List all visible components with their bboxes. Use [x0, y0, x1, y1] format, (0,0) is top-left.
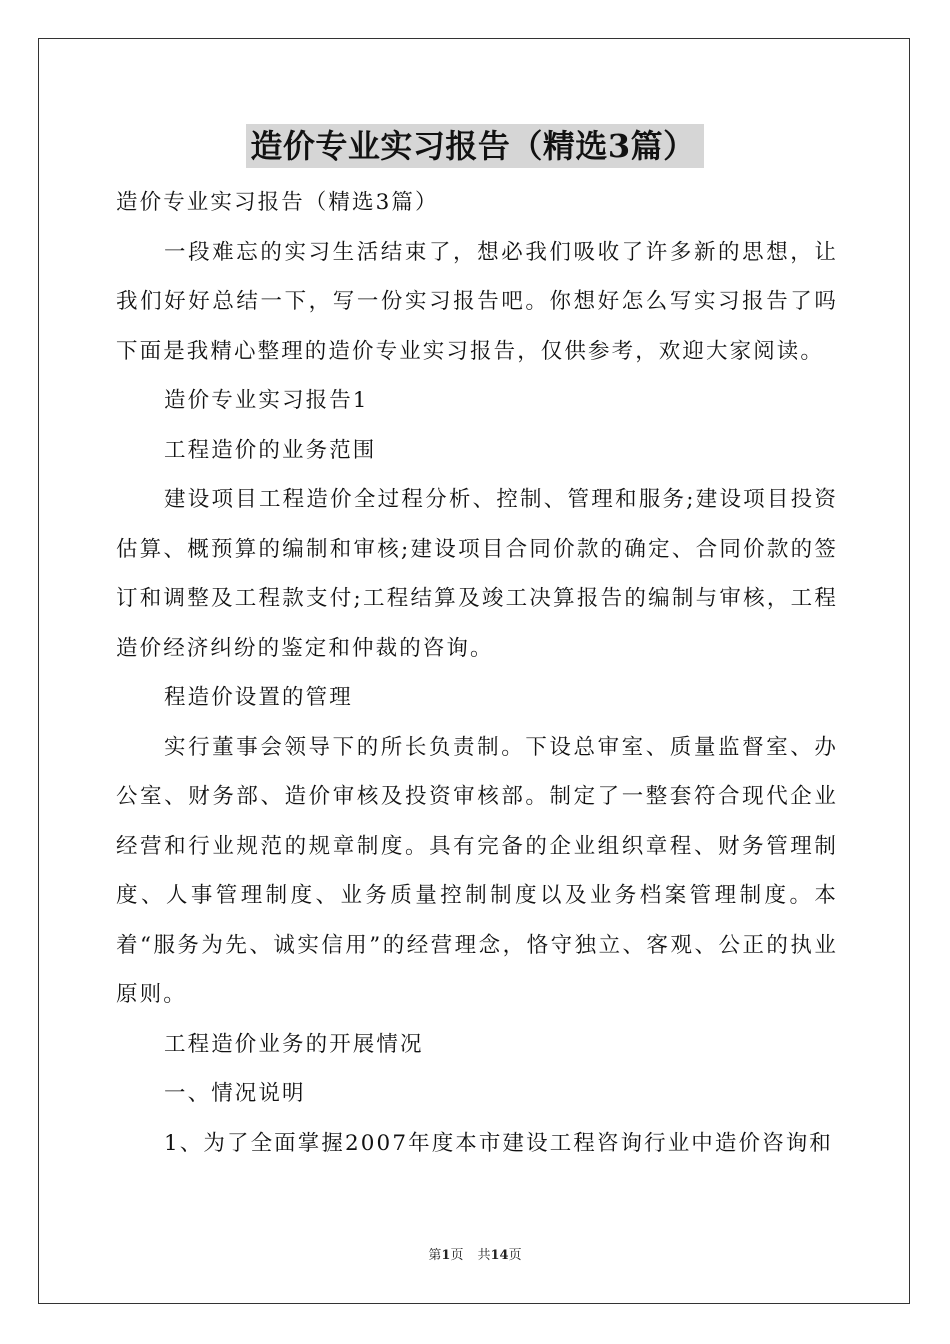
total-label-suffix: 页 — [508, 1248, 522, 1263]
section-heading: 工程造价的业务范围 — [164, 437, 377, 463]
page-footer — [0, 1247, 950, 1265]
paragraph: 造价专业实习报告（精选3篇） — [116, 190, 439, 215]
section-heading: 造价专业实习报告1 — [164, 388, 369, 413]
paragraph: 实行董事会领导下的所长负责制。下设总审室、质量监督室、办公室、财务部、造价审核及投资审核部。制定了一整套符合现代企业经营和行业规范的规章制度。具有完备的企业组织章程、财务管理制度、人事管理制度、业务质量控制制度以及业务档案管理制度。本着“服务为先、诚实信用”的经营理念，恪守独立、客观、公正的执业原则。 — [116, 734, 838, 1007]
title-container — [0, 124, 950, 168]
paragraph: 一段难忘的实习生活结束了，想必我们吸收了许多新的思想，让我们好好总结一下，写一份实习报告吧。你想好怎么写实习报告了吗下面是我精心整理的造价专业实习报告，仅供参考，欢迎大家阅读。 — [116, 239, 838, 364]
document-body — [116, 178, 838, 1168]
page-number: 1 — [441, 1248, 451, 1263]
total-pages: 14 — [490, 1248, 509, 1263]
section-heading: 程造价设置的管理 — [164, 685, 353, 710]
page-label-suffix: 页 — [450, 1248, 464, 1263]
page-label-prefix: 第 — [428, 1248, 442, 1263]
paragraph: 建设项目工程造价全过程分析、控制、管理和服务;建设项目投资估算、概预算的编制和审核;建设项目合同价款的确定、合同价款的签订和调整及工程款支付;工程结算及竣工决算报告的编制与审核，工程造价经济纠纷的鉴定和仲裁的咨询。 — [116, 487, 838, 661]
total-label-prefix: 共 — [477, 1248, 491, 1263]
document-title: 造价专业实习报告（精选3篇） — [246, 124, 703, 168]
section-heading: 工程造价业务的开展情况 — [164, 1031, 424, 1057]
section-heading: 一、情况说明 — [164, 1081, 306, 1106]
paragraph: 1、为了全面掌握2007年度本市建设工程咨询行业中造价咨询和 — [164, 1130, 833, 1156]
